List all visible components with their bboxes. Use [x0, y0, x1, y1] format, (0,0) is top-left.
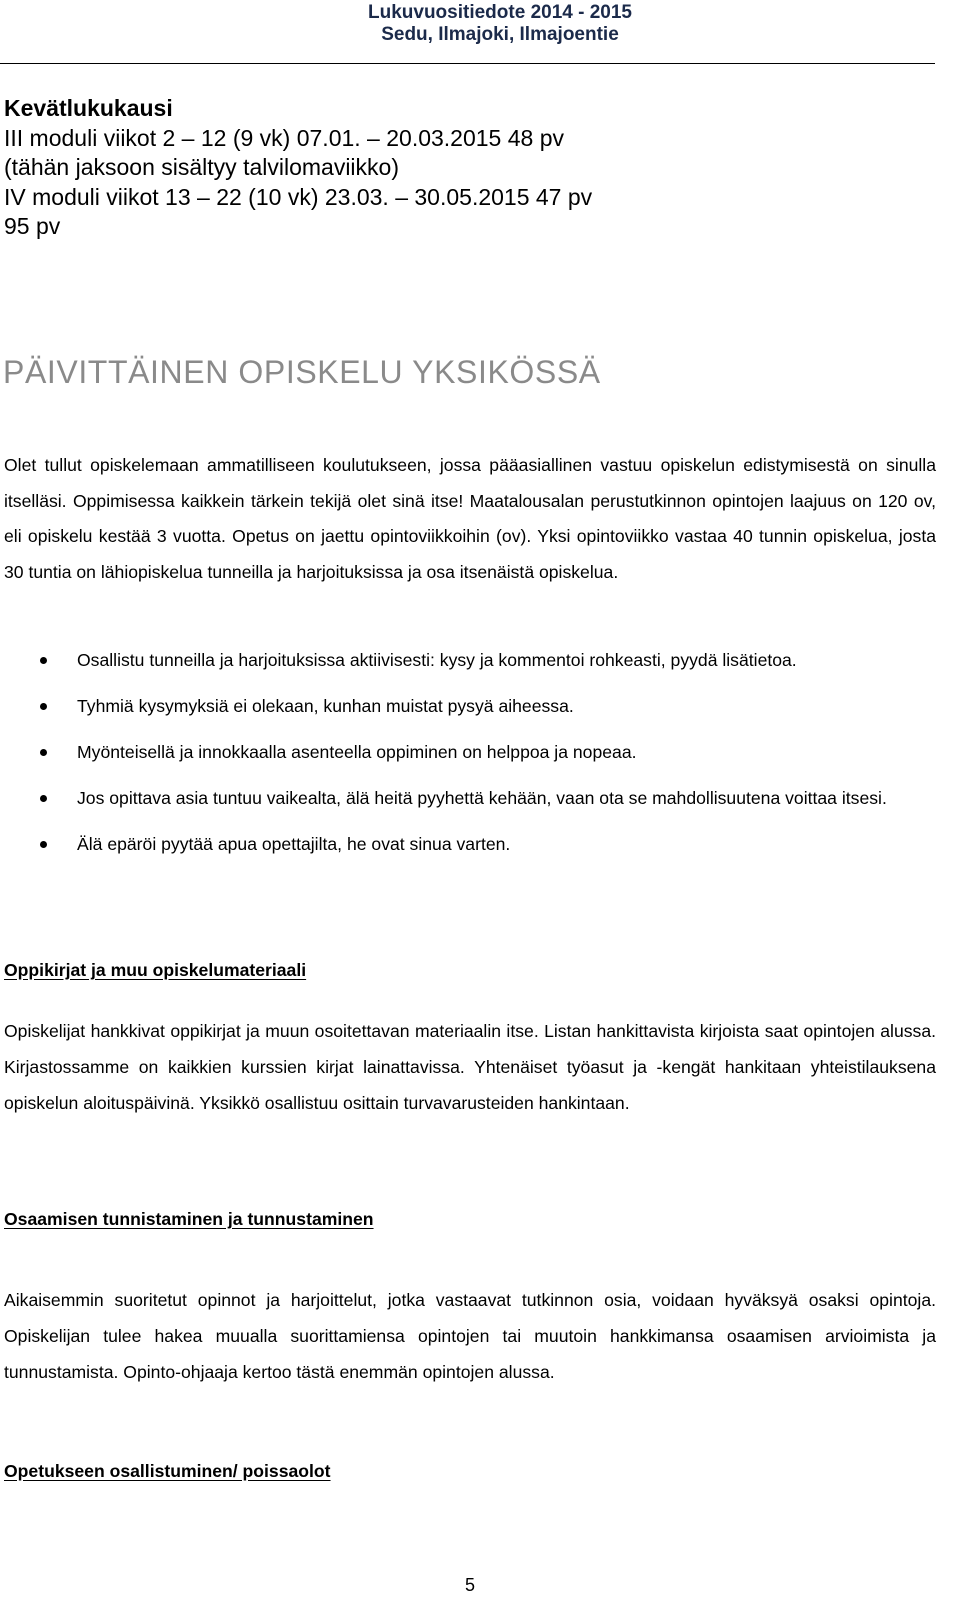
list-item-text: Älä epäröi pyytää apua opettajilta, he ovat sinua varten.: [77, 834, 511, 854]
list-item: [4, 740, 936, 764]
list-item-text: Myönteisellä ja innokkaalla asenteella oppiminen on helppoa ja nopeaa.: [77, 742, 637, 762]
list-item: [4, 694, 936, 718]
list-item: [4, 832, 936, 856]
page-number: 5: [464, 1575, 475, 1595]
list-item-text: Osallistu tunneilla ja harjoituksissa aktiivisesti: kysy ja kommentoi rohkeasti, pyydä lisätietoa.: [77, 650, 797, 670]
bullet-icon: [40, 795, 47, 802]
bullet-icon: [40, 703, 47, 710]
bullet-icon: [40, 657, 47, 664]
list-item: [4, 648, 936, 672]
intro-paragraph: Olet tullut opiskelemaan ammatilliseen koulutukseen, jossa pääasiallinen vastuu opiskelun edistymisestä on sinulla itselläsi. Oppimisessa kaikkein tärkein tekijä olet sinä itse! Maatalousalan perustutkinnon opintojen laajuus on 120 ov, eli opiskelu kestää 3 vuotta. Opetus on jaettu opintoviikkoihin (ov). Yksi opintoviikko vastaa 40 tunnin opiskelua, josta 30 tuntia on lähiopiskelua tunneilla ja harjoituksissa ja osa itsenäistä opiskelua.: [4, 455, 936, 582]
bullet-icon: [40, 749, 47, 756]
list-item-text: Jos opittava asia tuntuu vaikealta, älä heitä pyyhettä kehään, vaan ota se mahdollisuutena voittaa itsesi.: [77, 788, 887, 808]
attendance-heading: Opetukseen osallistuminen/ poissaolot: [4, 1461, 331, 1481]
term-schedule: [4, 94, 904, 242]
materials-paragraph: Opiskelijat hankkivat oppikirjat ja muun osoitettavan materiaalin itse. Listan hankittavista kirjoista saat opintojen alussa. Kirjastossamme on kaikkien kurssien kirjat lainattavissa. Yhtenäiset työasut ja -kengät hankitaan yhteistilauksena opiskelun aloituspäivinä. Yksikkö osallistuu osittain turvavarusteiden hankintaan.: [4, 1021, 936, 1113]
header-divider: [0, 63, 935, 64]
header-title: Lukuvuositiedote 2014 - 2015: [368, 2, 632, 23]
term-line: IV moduli viikot 13 – 22 (10 vk) 23.03. – 30.05.2015 47 pv: [4, 183, 593, 210]
page-header: [0, 0, 960, 64]
list-item-text: Tyhmiä kysymyksiä ei olekaan, kunhan muistat pysyä aiheessa.: [77, 696, 574, 716]
advice-list: [4, 648, 936, 878]
list-item: [4, 786, 936, 810]
term-line: (tähän jaksoon sisältyy talvilomaviikko): [4, 154, 399, 180]
term-line: 95 pv: [4, 213, 61, 239]
recognition-heading: Osaamisen tunnistaminen ja tunnustaminen: [4, 1209, 374, 1229]
materials-heading: Oppikirjat ja muu opiskelumateriaali: [4, 960, 307, 980]
section-heading: PÄIVITTÄINEN OPISKELU YKSIKÖSSÄ: [3, 354, 601, 390]
bullet-icon: [40, 841, 47, 848]
header-subtitle: Sedu, Ilmajoki, Ilmajoentie: [381, 24, 619, 45]
recognition-paragraph: Aikaisemmin suoritetut opinnot ja harjoittelut, jotka vastaavat tutkinnon osia, voidaan hyväksyä osaksi opintoja. Opiskelijan tulee hakea muualla suorittamiensa opintojen tai muutoin hankkimansa osaamisen arvioimista ja tunnustamista. Opinto-ohjaaja kertoo tästä enemmän opintojen alussa.: [4, 1290, 936, 1382]
term-title: Kevätlukukausi: [4, 95, 173, 121]
term-line: III moduli viikot 2 – 12 (9 vk) 07.01. – 20.03.2015 48 pv: [4, 124, 565, 151]
